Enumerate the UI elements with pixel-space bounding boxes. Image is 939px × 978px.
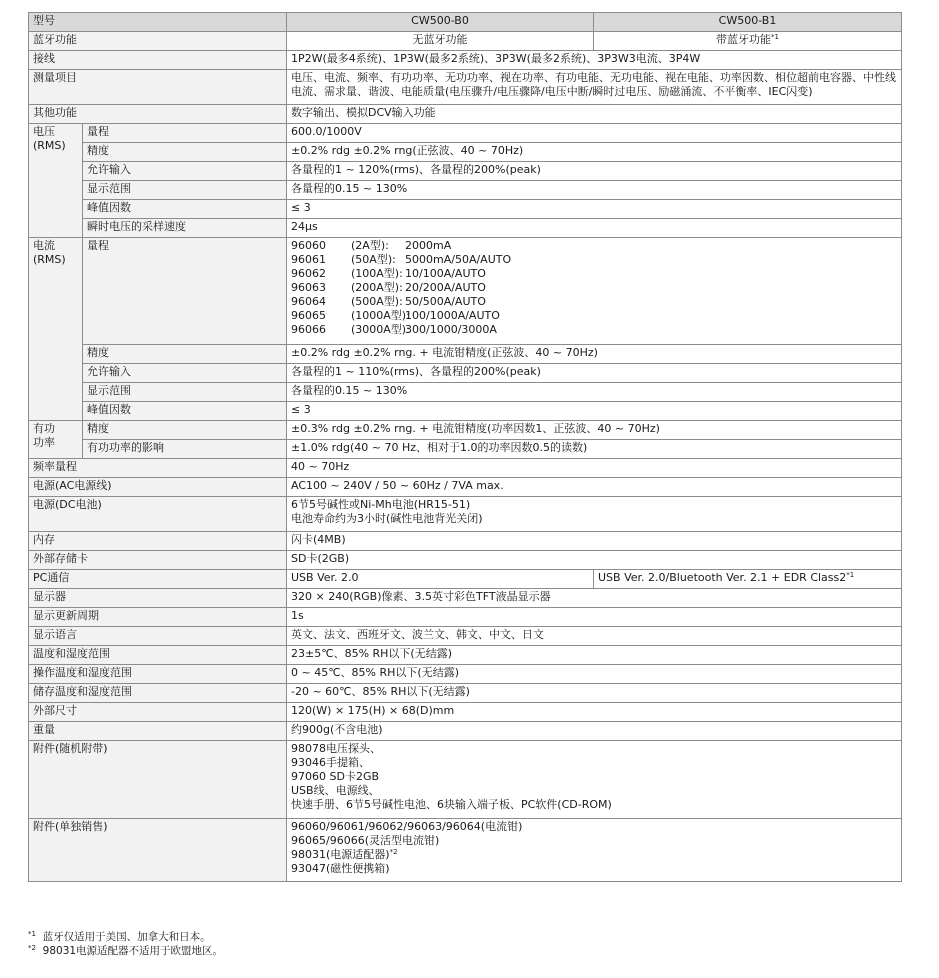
- label-power-dc: 电源(DC电池): [29, 497, 287, 532]
- current-range-line: [291, 239, 897, 253]
- footnote-mark: *1: [28, 930, 36, 938]
- value-voltage-allowable: 各量程的1 ~ 120%(rms)、各量程的200%(peak): [287, 162, 902, 181]
- row-dims: [29, 703, 902, 722]
- label-temp: 温度和湿度范围: [29, 646, 287, 665]
- row-voltage-range: [29, 124, 902, 143]
- value-power-dc: 6节5号碱性或Ni-Mh电池(HR15-51) 电池寿命约为3小时(碱性电池背光关闭): [287, 497, 902, 532]
- value-card: SD卡(2GB): [287, 551, 902, 570]
- value-current-allowable: 各量程的1 ~ 110%(rms)、各量程的200%(peak): [287, 364, 902, 383]
- value-bluetooth-b1: [594, 32, 902, 51]
- row-current-display: [29, 383, 902, 402]
- value-acc-opt: [287, 819, 902, 882]
- label-op-temp: 操作温度和湿度范围: [29, 665, 287, 684]
- footnote-text: 98031电源适配器不适用于欧盟地区。: [42, 945, 224, 957]
- row-power-accuracy: [29, 421, 902, 440]
- value-op-temp: 0 ~ 45℃、85% RH以下(无结露): [287, 665, 902, 684]
- row-current-crest: [29, 402, 902, 421]
- row-pc: [29, 570, 902, 589]
- note-ref-1: *1: [771, 33, 779, 41]
- value-bluetooth-b0: 无蓝牙功能: [287, 32, 594, 51]
- row-power-pf: [29, 440, 902, 459]
- clamp-model: 96065: [291, 309, 326, 322]
- row-voltage-display: [29, 181, 902, 200]
- bluetooth-b1-text: 带蓝牙功能: [716, 33, 772, 46]
- label-power: 有功 功率: [29, 421, 83, 459]
- row-power-dc: [29, 497, 902, 532]
- clamp-type: (3000A型):: [351, 323, 410, 336]
- label-freq: 频率量程: [29, 459, 287, 478]
- row-current-allowable: [29, 364, 902, 383]
- label-voltage-allowable: 允许输入: [83, 162, 287, 181]
- value-dims: 120(W) × 175(H) × 68(D)mm: [287, 703, 902, 722]
- value-pc-b0: USB Ver. 2.0: [287, 570, 594, 589]
- value-measure: 电压、电流、频率、有功功率、无功功率、视在功率、有功电能、无功电能、视在电能、功率因数、相位超前电容器、中性线 电流、需求量、谐波、电能质量(电压骤升/电压骤降/电压中断/瞬时过电压、励磁涌流、不平衡率、IEC闪变): [287, 70, 902, 105]
- current-range-line: [291, 295, 897, 309]
- row-card: [29, 551, 902, 570]
- clamp-type: (500A型):: [351, 295, 403, 308]
- row-voltage-sampling: [29, 219, 902, 238]
- value-power-ac: AC100 ~ 240V / 50 ~ 60Hz / 7VA max.: [287, 478, 902, 497]
- label-current-allowable: 允许输入: [83, 364, 287, 383]
- row-current-range: [29, 238, 902, 345]
- value-voltage-sampling: 24μs: [287, 219, 902, 238]
- current-range-line: [291, 253, 897, 267]
- footnote-text: 蓝牙仅适用于美国、加拿大和日本。: [42, 931, 211, 943]
- model-b0: CW500-B0: [287, 13, 594, 32]
- label-voltage-display: 显示范围: [83, 181, 287, 200]
- label-wiring: 接线: [29, 51, 287, 70]
- clamp-range: 2000mA: [405, 239, 452, 252]
- model-b1: CW500-B1: [594, 13, 902, 32]
- label-power-accuracy: 精度: [83, 421, 287, 440]
- pc-b1-text: USB Ver. 2.0/Bluetooth Ver. 2.1 + EDR Class2: [598, 571, 847, 584]
- value-weight: 约900g(不含电池): [287, 722, 902, 741]
- clamp-model: 96066: [291, 323, 326, 336]
- row-measure: [29, 70, 902, 105]
- clamp-range: 100/1000A/AUTO: [405, 309, 500, 322]
- label-voltage-range: 量程: [83, 124, 287, 143]
- value-acc-std: 98078电压探头、 93046手提箱、 97060 SD卡2GB USB线、电源线、 快速手册、6节5号碱性电池、6块输入端子板、PC软件(CD-ROM): [287, 741, 902, 819]
- clamp-range: 10/100A/AUTO: [405, 267, 486, 280]
- value-memory: 闪卡(4MB): [287, 532, 902, 551]
- row-temp: [29, 646, 902, 665]
- label-current: 电流 (RMS): [29, 238, 83, 421]
- label-weight: 重量: [29, 722, 287, 741]
- value-voltage-accuracy: ±0.2% rdg ±0.2% rng(正弦波、40 ~ 70Hz): [287, 143, 902, 162]
- label-display: 显示器: [29, 589, 287, 608]
- value-temp: 23±5℃、85% RH以下(无结露): [287, 646, 902, 665]
- current-range-line: [291, 323, 897, 337]
- label-voltage-crest: 峰值因数: [83, 200, 287, 219]
- value-language: 英文、法文、西班牙文、波兰文、韩文、中文、日文: [287, 627, 902, 646]
- label-current-crest: 峰值因数: [83, 402, 287, 421]
- clamp-type: (2A型):: [351, 239, 389, 252]
- label-power-ac: 电源(AC电源线): [29, 478, 287, 497]
- label-refresh: 显示更新周期: [29, 608, 287, 627]
- label-memory: 内存: [29, 532, 287, 551]
- row-voltage-crest: [29, 200, 902, 219]
- value-st-temp: -20 ~ 60℃、85% RH以下(无结露): [287, 684, 902, 703]
- spec-table: [28, 12, 902, 882]
- value-voltage-range: 600.0/1000V: [287, 124, 902, 143]
- value-other: 数字输出、模拟DCV输入功能: [287, 105, 902, 124]
- row-op-temp: [29, 665, 902, 684]
- value-current-accuracy: ±0.2% rdg ±0.2% rng. + 电流钳精度(正弦波、40 ~ 70Hz): [287, 345, 902, 364]
- row-memory: [29, 532, 902, 551]
- row-voltage-accuracy: [29, 143, 902, 162]
- footnotes: [28, 930, 223, 958]
- value-display: 320 × 240(RGB)像素、3.5英寸彩色TFT液晶显示器: [287, 589, 902, 608]
- clamp-type: (50A型):: [351, 253, 396, 266]
- label-current-accuracy: 精度: [83, 345, 287, 364]
- footnote-1: [28, 930, 223, 944]
- row-acc-opt: [29, 819, 902, 882]
- clamp-range: 50/500A/AUTO: [405, 295, 486, 308]
- label-dims: 外部尺寸: [29, 703, 287, 722]
- value-power-accuracy: ±0.3% rdg ±0.2% rng. + 电流钳精度(功率因数1、正弦波、40 ~ 70Hz): [287, 421, 902, 440]
- footnote-2: [28, 944, 223, 958]
- current-range-line: [291, 267, 897, 281]
- row-freq: [29, 459, 902, 478]
- value-current-crest: ≤ 3: [287, 402, 902, 421]
- value-pc-b1: [594, 570, 902, 589]
- label-card: 外部存储卡: [29, 551, 287, 570]
- value-freq: 40 ~ 70Hz: [287, 459, 902, 478]
- label-voltage-sampling: 瞬时电压的采样速度: [83, 219, 287, 238]
- label-current-display: 显示范围: [83, 383, 287, 402]
- value-refresh: 1s: [287, 608, 902, 627]
- label-measure: 测量项目: [29, 70, 287, 105]
- label-voltage-accuracy: 精度: [83, 143, 287, 162]
- model-label: 型号: [29, 13, 287, 32]
- clamp-model: 96062: [291, 267, 326, 280]
- clamp-model: 96063: [291, 281, 326, 294]
- footnote-mark: *2: [28, 944, 36, 952]
- label-other: 其他功能: [29, 105, 287, 124]
- label-language: 显示语言: [29, 627, 287, 646]
- acc-opt-text: 96060/96061/96062/96063/96064(电流钳) 96065/96066(灵活型电流钳) 98031(电源适配器): [291, 820, 523, 861]
- clamp-model: 96064: [291, 295, 326, 308]
- row-other: [29, 105, 902, 124]
- value-wiring: 1P2W(最多4系统)、1P3W(最多2系统)、3P3W(最多2系统)、3P3W3电流、3P4W: [287, 51, 902, 70]
- label-power-pf: 有功功率的影响: [83, 440, 287, 459]
- row-power-ac: [29, 478, 902, 497]
- clamp-type: (200A型):: [351, 281, 403, 294]
- row-voltage-allowable: [29, 162, 902, 181]
- label-acc-std: 附件(随机附带): [29, 741, 287, 819]
- row-bluetooth: [29, 32, 902, 51]
- clamp-type: (100A型):: [351, 267, 403, 280]
- note-ref-2: *2: [389, 848, 398, 856]
- row-acc-std: [29, 741, 902, 819]
- row-weight: [29, 722, 902, 741]
- label-bluetooth: 蓝牙功能: [29, 32, 287, 51]
- label-voltage: 电压 (RMS): [29, 124, 83, 238]
- clamp-type: (1000A型):: [351, 309, 410, 322]
- row-current-accuracy: [29, 345, 902, 364]
- value-voltage-crest: ≤ 3: [287, 200, 902, 219]
- row-st-temp: [29, 684, 902, 703]
- row-refresh: [29, 608, 902, 627]
- row-display: [29, 589, 902, 608]
- acc-opt-text-2: 93047(磁性便携箱): [291, 862, 390, 875]
- row-language: [29, 627, 902, 646]
- value-current-ranges: [287, 238, 902, 345]
- row-wiring: [29, 51, 902, 70]
- label-pc: PC通信: [29, 570, 287, 589]
- header-row: [29, 13, 902, 32]
- clamp-model: 96061: [291, 253, 326, 266]
- value-voltage-display: 各量程的0.15 ~ 130%: [287, 181, 902, 200]
- clamp-model: 96060: [291, 239, 326, 252]
- note-ref-1: *1: [846, 571, 855, 579]
- label-current-range: 量程: [83, 238, 287, 345]
- clamp-range: 300/1000/3000A: [405, 323, 497, 336]
- value-current-display: 各量程的0.15 ~ 130%: [287, 383, 902, 402]
- clamp-range: 20/200A/AUTO: [405, 281, 486, 294]
- label-st-temp: 储存温度和湿度范围: [29, 684, 287, 703]
- current-range-line: [291, 309, 897, 323]
- label-acc-opt: 附件(单独销售): [29, 819, 287, 882]
- clamp-range: 5000mA/50A/AUTO: [405, 253, 512, 266]
- current-range-line: [291, 281, 897, 295]
- value-power-pf: ±1.0% rdg(40 ~ 70 Hz、相对于1.0的功率因数0.5的读数): [287, 440, 902, 459]
